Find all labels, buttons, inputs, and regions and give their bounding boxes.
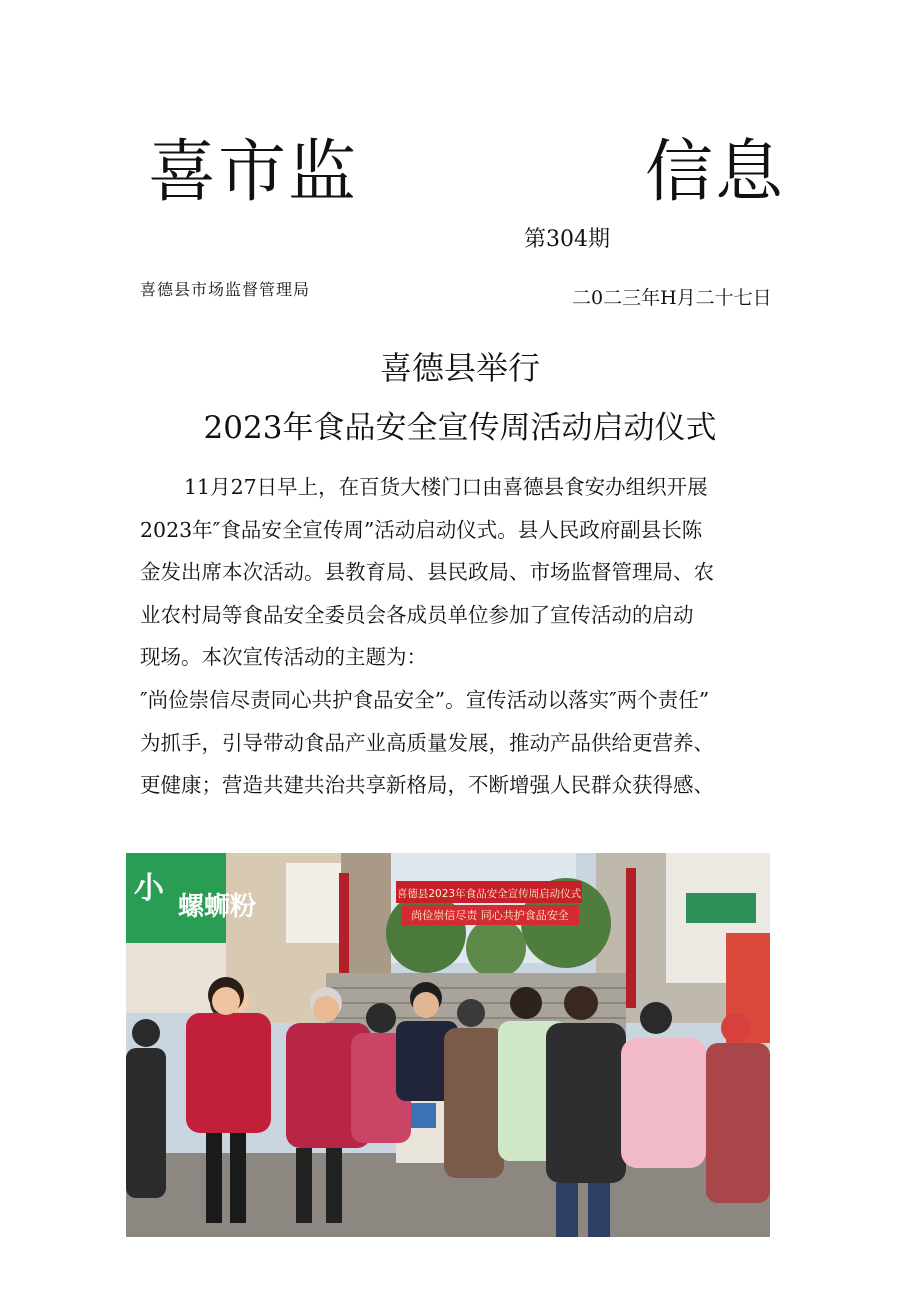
publish-date: 二0二三年H月二十七日 — [572, 287, 772, 309]
shop-logo: 小 — [134, 871, 164, 906]
shop-sign: 螺蛳粉 — [178, 892, 257, 922]
masthead-title-right: 信息 — [645, 133, 786, 212]
article-body — [140, 466, 800, 807]
masthead-title-left: 喜市监 — [148, 133, 359, 212]
issue-number: 第304期 — [524, 227, 610, 252]
article-title-line1: 喜德县举行 — [379, 349, 540, 387]
article-title-line2: 2023年食品安全宣传周活动启动仪式 — [203, 410, 717, 446]
body-line: 更健康；营造共建共治共享新格局，不断增强人民群众获得感、 — [140, 773, 714, 798]
issuer-name: 喜德县市场监督管理局 — [140, 280, 311, 299]
body-line: 11月27日早上，在百货大楼门口由喜德县食安办组织开展 — [184, 475, 708, 499]
body-line: 业农村局等食品安全委员会各成员单位参加了宣传活动的启动 — [140, 602, 694, 627]
banner-text-2: 尚俭崇信尽责 同心共护食品安全 — [411, 909, 569, 922]
body-line: 现场。本次宣传活动的主题为： — [140, 645, 427, 670]
body-line: 2023年″食品安全宣传周”活动启动仪式。县人民政府副县长陈 — [140, 517, 703, 542]
body-line: 金发出席本次活动。县教育局、县民政局、市场监督管理局、农 — [140, 560, 714, 585]
banner-text-1: 喜德县2023年食品安全宣传周启动仪式 — [396, 888, 582, 900]
event-photo — [126, 853, 770, 1237]
body-line: ″尚俭崇信尽责同心共护食品安全”。宣传活动以落实″两个责任” — [140, 687, 710, 712]
body-line: 为抓手，引导带动食品产业高质量发展，推动产品供给更营养、 — [140, 730, 714, 755]
